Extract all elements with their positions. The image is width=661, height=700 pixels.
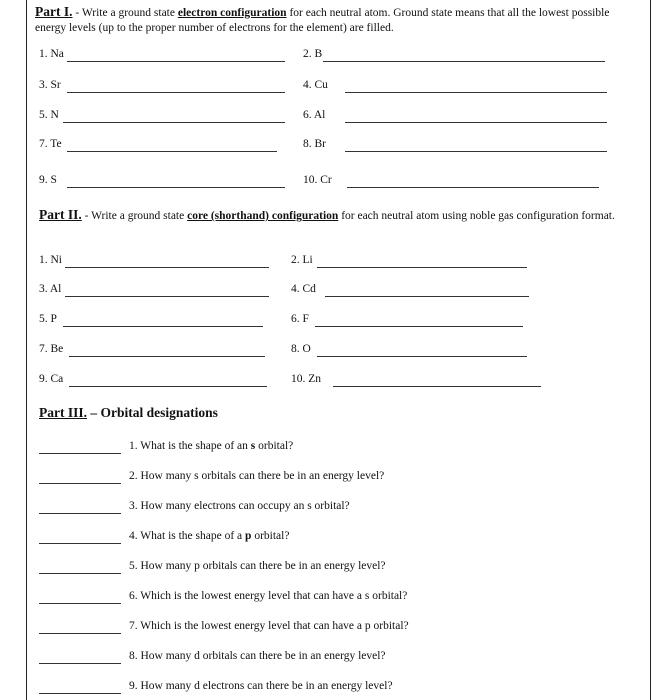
part1-item-label: 10. Cr <box>303 174 332 186</box>
part3-answer-line[interactable] <box>39 633 121 634</box>
question-text: 4. What is the shape of a <box>129 530 246 542</box>
part3-answer-line[interactable] <box>39 573 121 574</box>
part3-answer-line[interactable] <box>39 663 121 664</box>
part2-answer-line[interactable] <box>333 386 541 387</box>
question-text-end: orbital? <box>251 530 290 542</box>
part2-text-before: - Write a ground state <box>81 210 188 222</box>
question-text: 3. How many electrons can occupy an s orbital? <box>129 500 350 512</box>
part1-item-label: 1. Na <box>39 48 64 60</box>
part3-question <box>129 680 393 692</box>
question-text: 5. How many p orbitals can there be in an energy level? <box>129 560 386 572</box>
part3-title-rest: – Orbital designations <box>87 405 218 420</box>
part2-answer-line[interactable] <box>69 386 267 387</box>
question-text: 2. How many s orbitals can there be in an energy level? <box>129 470 385 482</box>
part1-answer-line[interactable] <box>63 122 285 123</box>
part3-question <box>129 620 409 632</box>
question-text: 9. How many d electrons can there be in an energy level? <box>129 680 393 692</box>
part3-question <box>129 470 384 482</box>
part2-item-label: 9. Ca <box>39 373 64 385</box>
part1-text-after: for each neutral atom. Ground state means that all the lowest possible energy levels (up to the proper number of electrons for the element) are filled. <box>35 7 610 34</box>
part3-title <box>39 405 218 421</box>
part1-answer-line[interactable] <box>67 187 285 188</box>
part1-item-label: 7. Te <box>39 138 62 150</box>
part1-answer-line[interactable] <box>67 92 285 93</box>
part1-item-label: 9. S <box>39 174 57 186</box>
part3-question <box>129 440 293 452</box>
part2-answer-line[interactable] <box>65 296 269 297</box>
part2-answer-line[interactable] <box>325 296 529 297</box>
part2-item-label: 7. Be <box>39 343 64 355</box>
part1-answer-line[interactable] <box>345 151 607 152</box>
part1-heading: Part I. <box>35 4 73 19</box>
part2-item-label: 1. Ni <box>39 254 62 266</box>
part1-answer-line[interactable] <box>347 187 599 188</box>
part3-answer-line[interactable] <box>39 453 121 454</box>
part2-answer-line[interactable] <box>63 326 263 327</box>
question-bold-term: p <box>245 530 252 542</box>
part1-item-label: 5. N <box>39 109 59 121</box>
worksheet-page <box>26 0 651 700</box>
part3-question <box>129 650 386 662</box>
part2-answer-line[interactable] <box>317 267 527 268</box>
part2-answer-line[interactable] <box>315 326 523 327</box>
part1-answer-line[interactable] <box>345 122 607 123</box>
part2-item-label: 10. Zn <box>291 373 322 385</box>
question-text: 8. How many d orbitals can there be in an energy level? <box>129 650 386 662</box>
part3-question <box>129 560 386 572</box>
part3-answer-line[interactable] <box>39 543 121 544</box>
part3-question <box>129 500 350 512</box>
part3-heading: Part III. <box>39 405 87 420</box>
part2-item-label: 2. Li <box>291 254 313 266</box>
part1-answer-line[interactable] <box>345 92 607 93</box>
part1-answer-line[interactable] <box>67 151 277 152</box>
part3-answer-line[interactable] <box>39 693 121 694</box>
part1-item-label: 3. Sr <box>39 79 61 91</box>
part1-text-before: - Write a ground state <box>72 7 178 19</box>
question-text: 6. Which is the lowest energy level that can have a s orbital? <box>129 590 408 602</box>
part2-emphasis: core (shorthand) configuration <box>187 210 339 222</box>
part2-answer-line[interactable] <box>65 267 269 268</box>
question-text: 1. What is the shape of an <box>129 440 251 452</box>
part2-answer-line[interactable] <box>317 356 527 357</box>
part2-item-label: 4. Cd <box>291 283 316 295</box>
part2-text-after: for each neutral atom using noble gas configuration format. <box>338 210 615 222</box>
part3-answer-line[interactable] <box>39 483 121 484</box>
part2-instructions <box>39 207 629 224</box>
part1-instructions <box>35 4 635 36</box>
part2-item-label: 6. F <box>291 313 309 325</box>
part1-item-label: 8. Br <box>303 138 326 150</box>
part2-item-label: 5. P <box>39 313 57 325</box>
part1-item-label: 6. Al <box>303 109 326 121</box>
part3-question <box>129 530 289 542</box>
part1-item-label: 2. B <box>303 48 323 60</box>
part1-emphasis: electron configuration <box>177 7 287 19</box>
part1-answer-line[interactable] <box>67 61 285 62</box>
part2-answer-line[interactable] <box>69 356 265 357</box>
question-bold-term: s <box>250 440 256 452</box>
question-text: 7. Which is the lowest energy level that can have a p orbital? <box>129 620 409 632</box>
part3-answer-line[interactable] <box>39 513 121 514</box>
question-text-end: orbital? <box>255 440 294 452</box>
part3-question <box>129 590 407 602</box>
part1-item-label: 4. Cu <box>303 79 328 91</box>
part1-answer-line[interactable] <box>323 61 605 62</box>
part2-item-label: 3. Al <box>39 283 62 295</box>
part2-item-label: 8. O <box>291 343 311 355</box>
part2-heading: Part II. <box>39 207 82 222</box>
part3-answer-line[interactable] <box>39 603 121 604</box>
